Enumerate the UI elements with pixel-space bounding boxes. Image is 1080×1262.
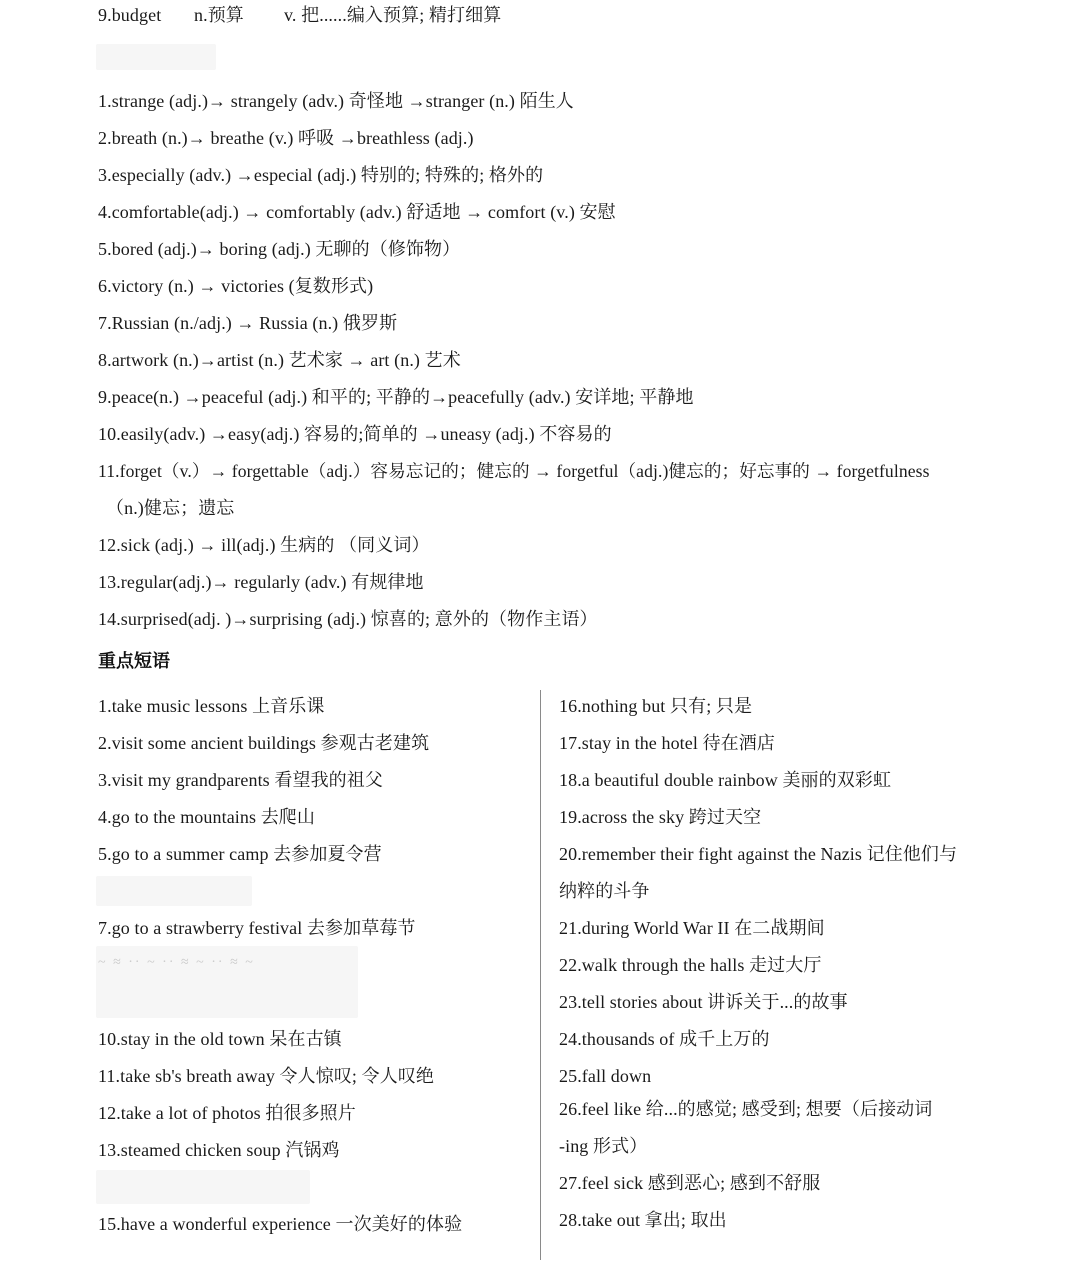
word-form-item: 13.regular(adj.)→ regularly (adv.) 有规律地 (98, 572, 424, 592)
word-form-item: 1.strange (adj.)→ strangely (adv.) 奇怪地 →stranger (n.) 陌生人 (98, 91, 574, 111)
phrase-item: 16.nothing but 只有; 只是 (559, 696, 753, 716)
phrase-item: 26.feel like 给...的感觉; 感受到; 想要（后接动词 (559, 1099, 933, 1119)
phrase-item: 23.tell stories about 讲诉关于...的故事 (559, 992, 848, 1012)
budget-noun: n.预算 (194, 5, 244, 25)
phrases-heading: 重点短语 (98, 651, 170, 672)
phrase-item: 19.across the sky 跨过天空 (559, 807, 762, 827)
phrase-item: 3.visit my grandparents 看望我的祖父 (98, 770, 383, 790)
phrase-item: 1.take music lessons 上音乐课 (98, 696, 325, 716)
erased-phrase-14 (96, 1170, 310, 1204)
faded-scribble: ~ ≈ ·· ~ ·· ≈ ~ ·· ≈ ~ (98, 955, 255, 970)
word-form-item: 8.artwork (n.)→artist (n.) 艺术家 → art (n.) 艺术 (98, 350, 461, 370)
column-divider (540, 690, 541, 1260)
word-form-item: 7.Russian (n./adj.) → Russia (n.) 俄罗斯 (98, 313, 398, 333)
word-form-item: 2.breath (n.)→ breathe (v.) 呼吸 →breathless (adj.) (98, 128, 474, 148)
word-form-item: 6.victory (n.) → victories (复数形式) (98, 276, 374, 296)
budget-verb: v. 把......编入预算; 精打细算 (284, 5, 502, 25)
word-form-item: 4.comfortable(adj.) → comfortably (adv.) 舒适地 → comfort (v.) 安慰 (98, 202, 616, 222)
phrase-item: 17.stay in the hotel 待在酒店 (559, 733, 775, 753)
phrase-item: 5.go to a summer camp 去参加夏令营 (98, 844, 382, 864)
phrase-item: 11.take sb's breath away 令人惊叹; 令人叹绝 (98, 1066, 435, 1086)
word-form-item: 12.sick (adj.) → ill(adj.) 生病的 （同义词） (98, 535, 430, 555)
phrase-item: 27.feel sick 感到恶心; 感到不舒服 (559, 1173, 821, 1193)
phrase-item: 10.stay in the old town 呆在古镇 (98, 1029, 342, 1049)
budget-word: 9.budget (98, 5, 162, 25)
phrase-item: 24.thousands of 成千上万的 (559, 1029, 770, 1049)
smudge-top (96, 44, 216, 70)
phrase-item: 4.go to the mountains 去爬山 (98, 807, 315, 827)
phrase-item: 15.have a wonderful experience 一次美好的体验 (98, 1214, 463, 1234)
phrase-item: 28.take out 拿出; 取出 (559, 1210, 727, 1230)
phrase-item: 12.take a lot of photos 拍很多照片 (98, 1103, 356, 1123)
word-form-item: 11.forget（v.）→ forgettable（adj.）容易忘记的；健忘的 → forgetful（adj.)健忘的；好忘事的 → forgetfulness (98, 461, 930, 481)
phrase-item: 25.fall down (559, 1066, 652, 1086)
word-form-item: 9.peace(n.) →peaceful (adj.) 和平的; 平静的→peacefully (adv.) 安详地; 平静地 (98, 387, 694, 407)
word-form-item: 3.especially (adv.) →especial (adj.) 特别的; 特殊的; 格外的 (98, 165, 544, 185)
phrase-item: 13.steamed chicken soup 汽锅鸡 (98, 1140, 340, 1160)
phrase-item: 7.go to a strawberry festival 去参加草莓节 (98, 918, 416, 938)
phrase-item: 18.a beautiful double rainbow 美丽的双彩虹 (559, 770, 892, 790)
phrase-item-continuation: -ing 形式） (559, 1136, 648, 1156)
phrase-item: 20.remember their fight against the Nazis 记住他们与 (559, 844, 958, 864)
word-form-item: 5.bored (adj.)→ boring (adj.) 无聊的（修饰物） (98, 239, 461, 259)
erased-phrase-6 (96, 876, 252, 906)
phrase-item: 21.during World War II 在二战期间 (559, 918, 825, 938)
phrase-item-continuation: 纳粹的斗争 (559, 881, 650, 901)
word-form-item: 10.easily(adv.) →easy(adj.) 容易的;简单的 →uneasy (adj.) 不容易的 (98, 424, 612, 444)
phrase-item: 2.visit some ancient buildings 参观古老建筑 (98, 733, 430, 753)
word-form-item: 14.surprised(adj. )→surprising (adj.) 惊喜的; 意外的（物作主语） (98, 609, 598, 629)
phrase-item: 22.walk through the halls 走过大厅 (559, 955, 822, 975)
word-form-item-continuation: （n.)健忘；遗忘 (106, 498, 235, 518)
